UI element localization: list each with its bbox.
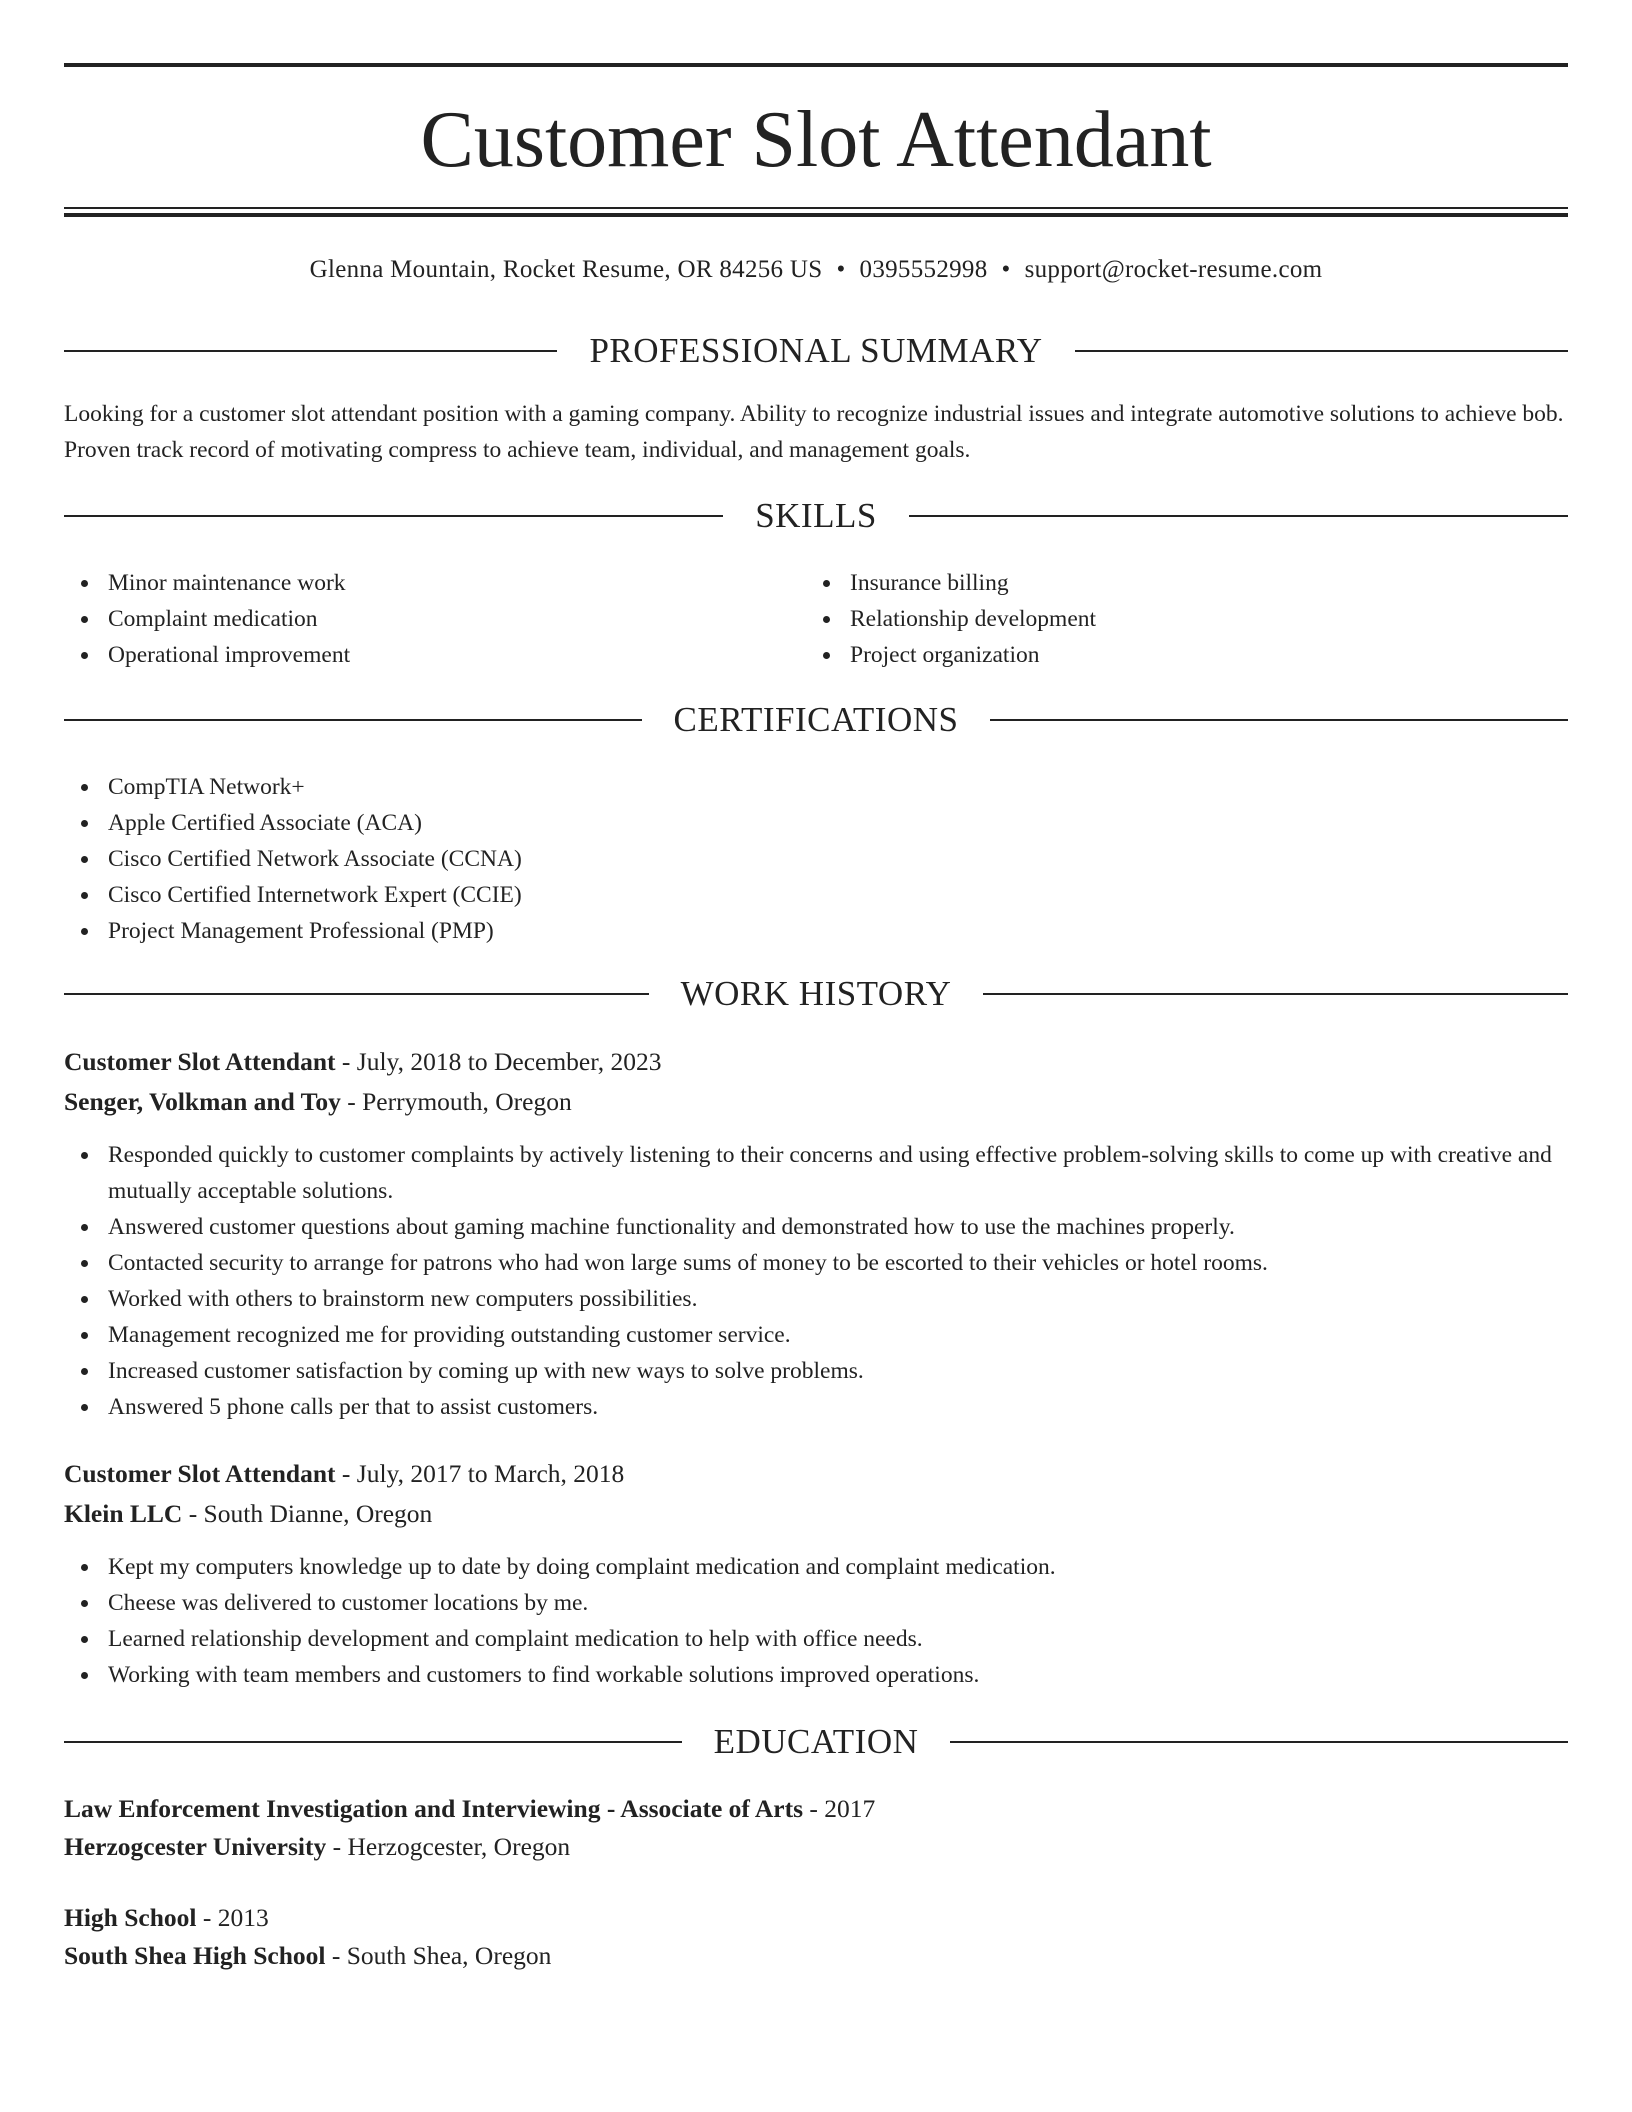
divider-line <box>983 993 1568 995</box>
certification-item: CompTIA Network+ <box>64 769 1568 805</box>
job-title-line <box>64 1455 1568 1493</box>
certification-item: Cisco Certified Network Associate (CCNA) <box>64 841 1568 877</box>
skills-list-left <box>64 565 764 673</box>
school-name: Herzogcester University <box>64 1832 327 1861</box>
contact-line <box>64 252 1568 288</box>
school-location: - Herzogcester, Oregon <box>326 1832 571 1861</box>
job-title: Customer Slot Attendant <box>64 1047 336 1076</box>
degree-name: Law Enforcement Investigation and Interviewing - Associate of Arts <box>64 1794 803 1823</box>
duty-item: Contacted security to arrange for patrons who had won large sums of money to be escorted to their vehicles or hotel rooms. <box>64 1245 1568 1281</box>
degree-line <box>64 1790 1568 1828</box>
section-title: SKILLS <box>755 496 877 535</box>
job-title: Customer Slot Attendant <box>64 1459 336 1488</box>
contact-address: Glenna Mountain, Rocket Resume, OR 84256 US <box>309 256 823 283</box>
job-company-line <box>64 1495 1568 1533</box>
skill-item: Insurance billing <box>806 565 1506 601</box>
contact-phone: 0395552998 <box>859 256 988 283</box>
separator-dot: • <box>1001 256 1011 283</box>
skill-item: Operational improvement <box>64 637 764 673</box>
duty-item: Working with team members and customers to find workable solutions improved operations. <box>64 1657 1568 1693</box>
job-dates: - July, 2018 to December, 2023 <box>335 1047 662 1076</box>
degree-year: - 2017 <box>803 1794 876 1823</box>
duty-item: Increased customer satisfaction by coming up with new ways to solve problems. <box>64 1353 1568 1389</box>
separator-dot: • <box>836 256 846 283</box>
divider-line <box>990 719 1568 721</box>
certification-item: Cisco Certified Internetwork Expert (CCIE) <box>64 877 1568 913</box>
certification-item: Apple Certified Associate (ACA) <box>64 805 1568 841</box>
school-location: - South Shea, Oregon <box>325 1941 552 1970</box>
certification-item: Project Management Professional (PMP) <box>64 913 1568 949</box>
skill-item: Minor maintenance work <box>64 565 764 601</box>
skill-item: Project organization <box>806 637 1506 673</box>
job-location: - South Dianne, Oregon <box>182 1499 433 1528</box>
degree-line <box>64 1899 1568 1937</box>
school-line <box>64 1828 1568 1866</box>
divider-line <box>64 515 723 517</box>
duty-item: Responded quickly to customer complaints by actively listening to their concerns and using effective problem-solving skills to come up with creative and mutually acceptable solutions. <box>64 1137 1568 1209</box>
divider-line <box>909 515 1568 517</box>
divider-line <box>64 719 642 721</box>
skill-item: Relationship development <box>806 601 1506 637</box>
education-heading <box>64 1720 1568 1764</box>
job-title-line <box>64 1043 1568 1081</box>
divider-line <box>64 1741 682 1743</box>
job-company: Senger, Volkman and Toy <box>64 1087 341 1116</box>
certifications-heading <box>64 698 1568 742</box>
school-line <box>64 1937 1568 1975</box>
summary-text: Looking for a customer slot attendant position with a gaming company. Ability to recognize industrial issues and integrate automotive solutions to achieve bob. Proven track record of motivating compress to achieve team, individual, and management goals. <box>64 401 1564 463</box>
duty-item: Answered customer questions about gaming machine functionality and demonstrated how to use the machines properly. <box>64 1209 1568 1245</box>
summary-heading <box>64 329 1568 373</box>
job-dates: - July, 2017 to March, 2018 <box>335 1459 625 1488</box>
contact-email: support@rocket-resume.com <box>1024 256 1323 283</box>
job-location: - Perrymouth, Oregon <box>340 1087 572 1116</box>
skills-heading <box>64 494 1568 538</box>
duty-item: Management recognized me for providing outstanding customer service. <box>64 1317 1568 1353</box>
header-double-rule <box>64 207 1568 217</box>
job-company-line <box>64 1083 1568 1121</box>
duty-item: Kept my computers knowledge up to date by doing complaint medication and complaint medication. <box>64 1549 1568 1585</box>
divider-line <box>1075 350 1568 352</box>
skill-item: Complaint medication <box>64 601 764 637</box>
degree-name: High School <box>64 1903 197 1932</box>
section-title: EDUCATION <box>713 1722 919 1761</box>
divider-line <box>950 1741 1568 1743</box>
section-title: PROFESSIONAL SUMMARY <box>589 331 1043 370</box>
school-name: South Shea High School <box>64 1941 326 1970</box>
work-history-heading <box>64 972 1568 1016</box>
divider-line <box>64 350 557 352</box>
degree-year: - 2013 <box>196 1903 269 1932</box>
resume-name: Customer Slot Attendant <box>420 96 1212 184</box>
job-duties-list <box>64 1137 1568 1425</box>
duty-item: Worked with others to brainstorm new computers possibilities. <box>64 1281 1568 1317</box>
job-company: Klein LLC <box>64 1499 183 1528</box>
duty-item: Answered 5 phone calls per that to assist customers. <box>64 1389 1568 1425</box>
job-duties-list <box>64 1549 1568 1693</box>
divider-line <box>64 993 649 995</box>
duty-item: Learned relationship development and complaint medication to help with office needs. <box>64 1621 1568 1657</box>
duty-item: Cheese was delivered to customer locations by me. <box>64 1585 1568 1621</box>
section-title: WORK HISTORY <box>680 974 952 1013</box>
top-rule <box>64 63 1568 67</box>
certifications-list <box>64 769 1568 949</box>
skills-list-right <box>806 565 1506 673</box>
section-title: CERTIFICATIONS <box>673 700 959 739</box>
